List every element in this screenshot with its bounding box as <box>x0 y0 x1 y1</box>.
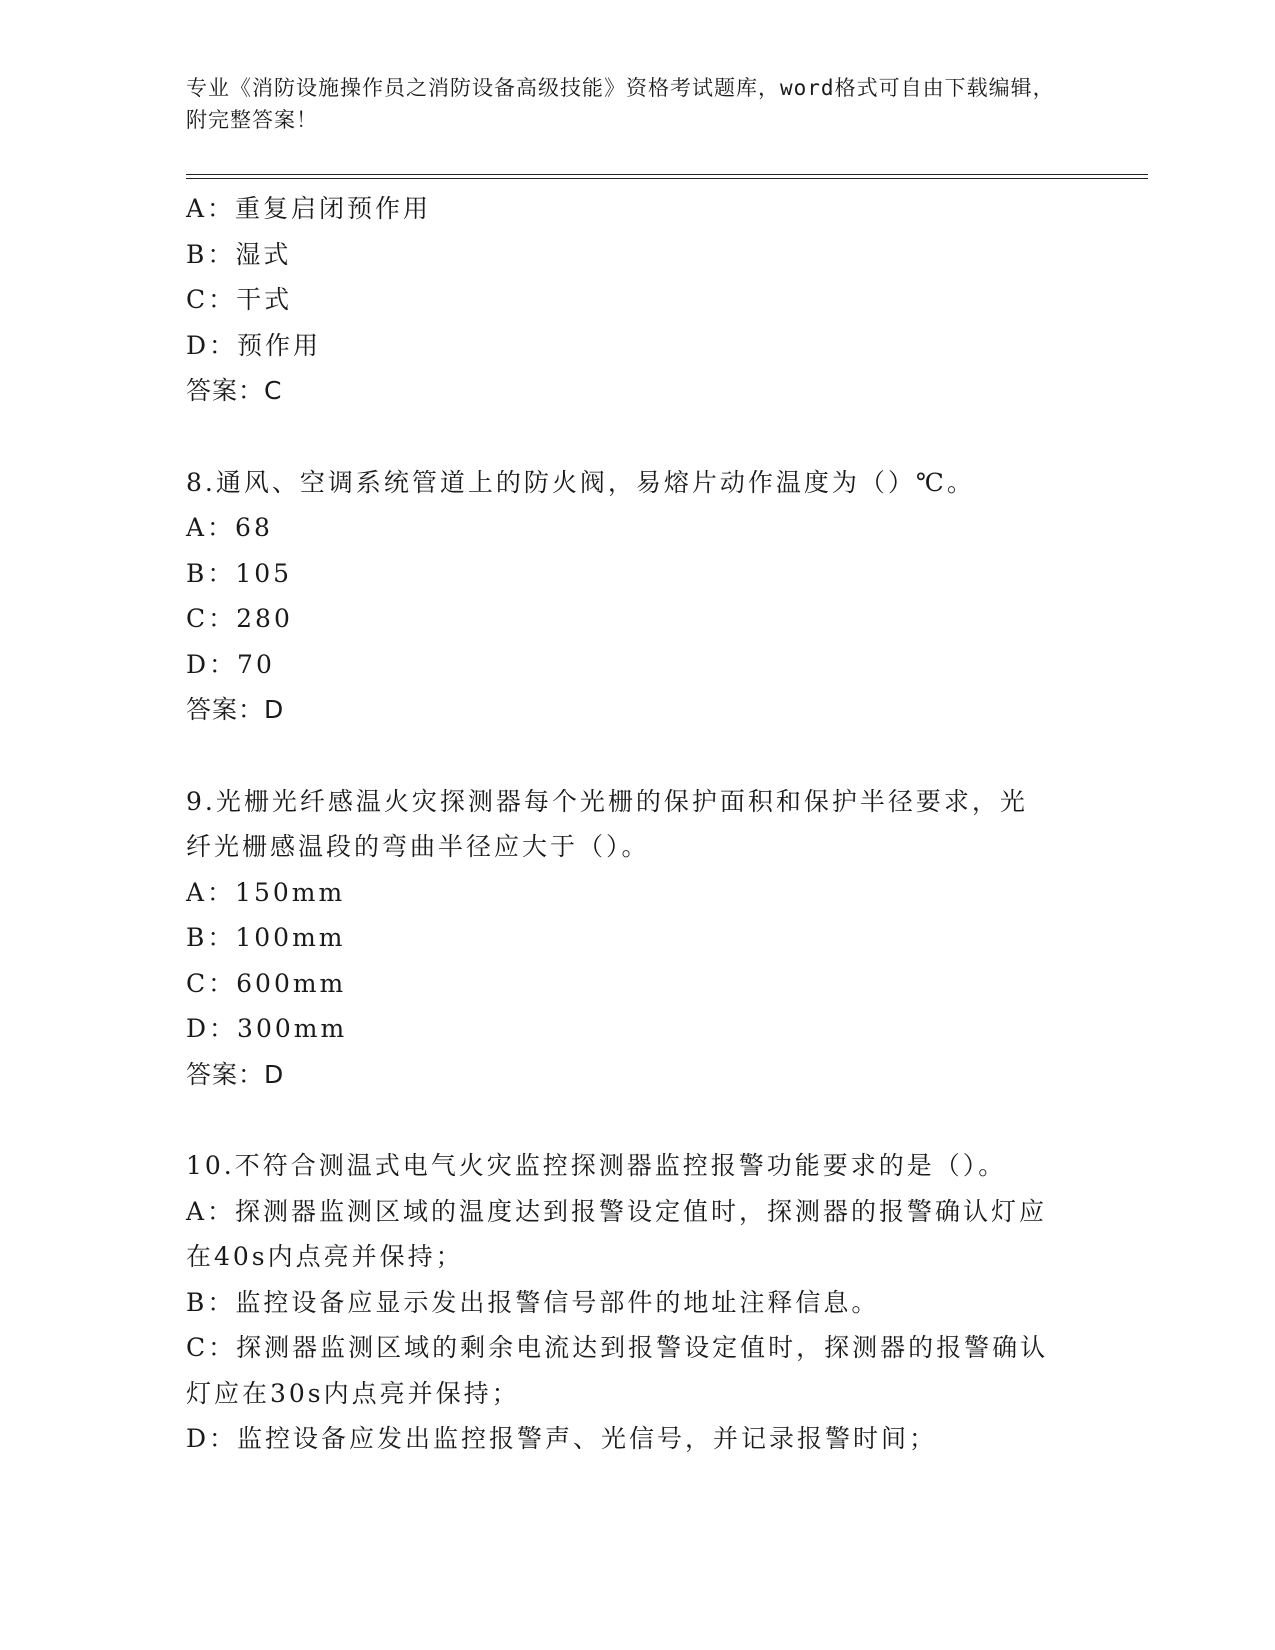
q7-answer: 答案：C <box>186 376 283 405</box>
q8-stem: 8.通风、空调系统管道上的防火阀，易熔片动作温度为（）℃。 <box>186 467 975 497</box>
q10-option-a-line1: A：探测器监测区域的温度达到报警设定值时，探测器的报警确认灯应 <box>186 1196 1048 1226</box>
document-header: 专业《消防设施操作员之消防设备高级技能》资格考试题库，word格式可自由下载编辑，附完整答案！ <box>186 76 1055 132</box>
question-content <box>186 186 1086 1462</box>
q9-option-c: C：600mm <box>186 968 347 998</box>
q9-option-a: A：150mm <box>186 877 346 907</box>
question-7 <box>186 186 1086 414</box>
spacer <box>186 733 1086 779</box>
q9-option-d: D：300mm <box>186 1014 348 1043</box>
q10-option-c-line1: C：探测器监测区域的剩余电流达到报警设定值时，探测器的报警确认 <box>186 1333 1049 1362</box>
q10-option-b: B：监控设备应显示发出报警信号部件的地址注释信息。 <box>186 1287 880 1317</box>
question-10 <box>186 1143 1086 1462</box>
header-rule-top <box>186 174 1148 175</box>
q8-option-b: B：105 <box>186 558 293 588</box>
q10-option-c-line2: 灯应在30s内点亮并保持； <box>186 1378 520 1408</box>
q8-option-a: A：68 <box>186 513 273 542</box>
q8-answer: 答案：D <box>186 695 285 724</box>
q9-stem-line2: 纤光栅感温段的弯曲半径应大于（）。 <box>186 832 650 861</box>
q10-stem: 10.不符合测温式电气火灾监控探测器监控报警功能要求的是（）。 <box>186 1151 1007 1180</box>
q7-option-d: D：预作用 <box>186 330 322 360</box>
q8-option-d: D：70 <box>186 649 275 679</box>
spacer <box>186 414 1086 460</box>
q9-stem-line1: 9.光栅光纤感温火灾探测器每个光栅的保护面积和保护半径要求，光 <box>186 786 1028 816</box>
question-8 <box>186 460 1086 733</box>
q9-answer: 答案：D <box>186 1059 285 1089</box>
q7-option-a: A：重复启闭预作用 <box>186 194 432 223</box>
q7-option-c: C：干式 <box>186 285 293 314</box>
q10-option-d: D：监控设备应发出监控报警声、光信号，并记录报警时间； <box>186 1424 938 1453</box>
spacer <box>186 1097 1086 1143</box>
q9-option-b: B：100mm <box>186 923 346 952</box>
q10-option-a-line2: 在40s内点亮并保持； <box>186 1242 464 1271</box>
q8-option-c: C：280 <box>186 604 293 633</box>
question-9 <box>186 779 1086 1098</box>
header-rule-bottom <box>186 178 1148 179</box>
q7-option-b: B：湿式 <box>186 239 292 269</box>
